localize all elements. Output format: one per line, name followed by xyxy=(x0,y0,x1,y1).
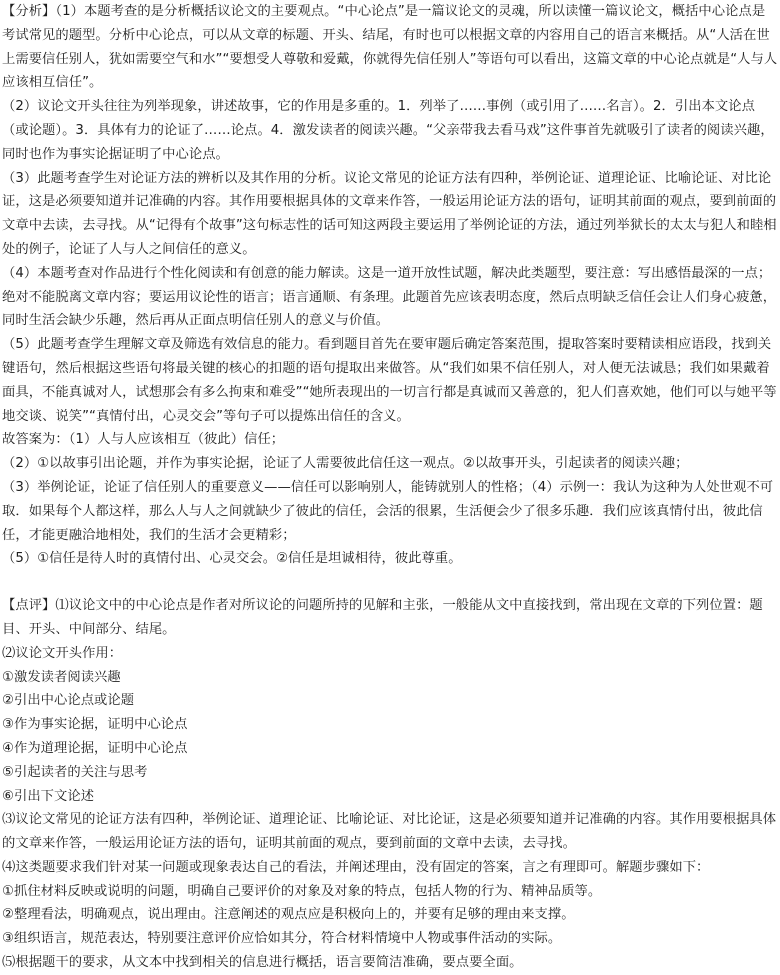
comment-list-item: ①激发读者阅读兴趣 xyxy=(2,669,121,685)
answer-line-4: （5）①信任是待人时的真情付出、心灵交会。②信任是坦诚相待，彼此尊重。 xyxy=(2,551,462,567)
comment-list-item: ⑥引出下文论述 xyxy=(2,788,95,804)
comment-heading-2: ⑵议论文开头作用： xyxy=(2,645,123,661)
analysis-paragraph-1: 【分析】（1）本题考查的是分析概括议论文的主要观点。“中心论点”是一篇议论文的灵魂，所以读懂一篇议论文，概括中心论点是考试常见的题型。分析中心论点，可以从文章的标题、开头、结尾，有时也可以根据文章的内容用自己的语言来概括。从“人活在世上需要信任别人，犹如需要空气和水”“要想受人尊敬和爱戴，你就得先信任别人”等语句可以看出，这篇文章的中心论点就是“人与人应该相互信任”。 xyxy=(2,4,778,91)
analysis-paragraph-4: （4）本题考查对作品进行个性化阅读和有创意的能力解读。这是一道开放性试题，解决此类题型，要注意：写出感悟最深的一点；绝对不能脱离文章内容；要运用议论性的语言；语言通顺、有条理。此题首先应该表明态度，然后点明缺乏信任会让人们身心疲惫，同时生活会缺少乐趣，然后再从正面点明信任别人的意义与价值。 xyxy=(2,265,777,329)
comment-paragraph-5: ⑸根据题干的要求，从文本中找到相关的信息进行概括，语言要简洁准确，要点要全面。 xyxy=(2,955,523,971)
analysis-paragraph-2: （2）议论文开头往往为列举现象，讲述故事，它的作用是多重的。1．列举了……事例（或引用了……名言）。2．引出本文论点（或论题）。3．具体有力的论证了……论点。4．激发读者的阅读兴趣。“父亲带我去看马戏”这件事首先就吸引了读者的阅读兴趣，同时也作为事实论据证明了中心论点。 xyxy=(2,99,774,162)
comment-list-item: ⑤引起读者的关注与思考 xyxy=(2,764,148,780)
comment-paragraph-4: ⑷这类题要求我们针对某一问题或现象表达自己的看法，并阐述理由，没有固定的答案，言之有理即可。解题步骤如下： xyxy=(2,859,710,875)
comment-step-item: ③组织语言，规范表达，特别要注意评价应恰如其分，符合材料情境中人物或事件活动的实际。 xyxy=(2,931,562,947)
analysis-paragraph-5: （5）此题考查学生理解文章及筛选有效信息的能力。看到题目首先在要审题后确定答案范围，提取答案时要精读相应语段，找到关键语句，然后根据这些语句将最关键的核心的扣题的语句提取出来做答。从“我们如果不信任别人，对人便无法诚恳；我们如果戴着面具，不能真诚对人，试想那会有多么拘束和难受”“她所表现出的一切言行都是真诚而又善意的，犯人们喜欢她，他们可以与她平等地交谈、说笑”“真情付出，心灵交会”等句子可以提炼出信任的含义。 xyxy=(2,337,777,424)
comment-step-item: ①抓住材料反映或说明的问题，明确自己要评价的对象及对象的特点，包括人物的行为、精神品质等。 xyxy=(2,883,602,899)
comment-paragraph-1: 【点评】⑴议论文中的中心论点是作者对所议论的问题所持的见解和主张，一般能从文中直接找到，常出现在文章的下列位置：题目、开头、中间部分、结尾。 xyxy=(2,598,763,637)
answer-section xyxy=(2,428,778,571)
comment-section xyxy=(2,594,778,975)
analysis-paragraph-3: （3）此题考查学生对论证方法的辨析以及其作用的分析。议论文常见的论证方法有四种，举例论证、道理论证、比喻论证、对比论证，这是必须要知道并记准确的内容。其作用要根据具体的文章来作答，一般运用论证方法的语句，证明其前面的观点，要到前面的文章中去读，去寻找。从“记得有个故事”这句标志性的话可知这两段主要运用了举例论证的方法，通过列举狱长的太太与犯人和睦相处的例子，论证了人与人之间信任的意义。 xyxy=(2,170,777,257)
comment-list-item: ④作为道理论据，证明中心论点 xyxy=(2,740,188,756)
comment-list-item: ②引出中心论点或论题 xyxy=(2,693,135,709)
answer-line-1: 故答案为：（1）人与人应该相互（彼此）信任； xyxy=(2,432,285,448)
solution-document xyxy=(2,0,778,975)
answer-line-2: （2）①以故事引出论题，并作为事实论据，论证了人需要彼此信任这一观点。②以故事开头，引起读者的阅读兴趣； xyxy=(2,456,689,472)
answer-line-3: （3）举例论证，论证了信任别人的重要意义——信任可以影响别人，能铸就别人的性格；（4）示例一：我认为这种为人处世观不可取．如果每个人都这样，那么人与人之间就缺少了彼此的信任，会活的很累，生活便会少了很多乐趣．我们应该真情付出，彼此信任，才能更融洽地相处，我们的生活才会更精彩； xyxy=(2,479,774,543)
comment-list-item: ③作为事实论据，证明中心论点 xyxy=(2,717,188,733)
section-spacer xyxy=(2,571,778,594)
analysis-section xyxy=(2,0,778,428)
comment-step-item: ②整理看法，明确观点，说出理由。注意阐述的观点应是积极向上的，并要有足够的理由来支撑。 xyxy=(2,907,575,923)
comment-paragraph-3: ⑶议论文常见的论证方法有四种，举例论证、道理论证、比喻论证、对比论证，这是必须要知道并记准确的内容。其作用要根据具体的文章来作答，一般运用论证方法的语句，证明其前面的观点，要到前面的文章中去读，去寻找。 xyxy=(2,812,777,852)
